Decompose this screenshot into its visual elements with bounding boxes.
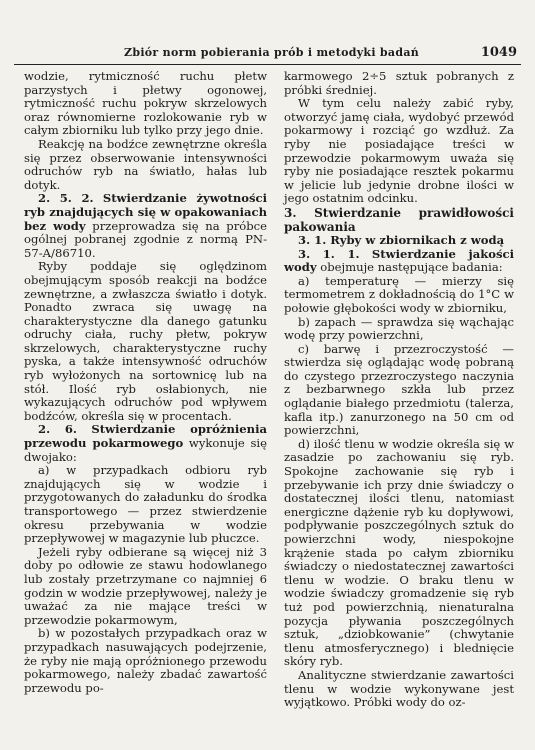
list-item-b: b) w pozostałych przypadkach oraz w przypadkach nasuwających podejrzenie, że ryby nie mają opróżnionego przewodu pokarmowego, należy zbadać zawartość przewodu po- bbox=[24, 626, 267, 695]
running-title: Zbiór norm pobierania prób i metodyki badań bbox=[124, 46, 420, 59]
section-heading: Stwierdzanie opróżnienia przewodu pokarmowego bbox=[24, 422, 268, 451]
list-item-a: a) temperaturę — mierzy się termometrem z dokładnością do 1°C w połowie głębokości wody w zbiorniku, bbox=[284, 273, 514, 315]
paragraph: W tym celu należy zabić ryby, otworzyć jamę ciała, wydobyć przewód pokarmowy i rozciąć go wzdłuż. Za ryby nie posiadające treści w przewodzie pokarmowym uważa się ryby nie posiadające resztek pokarmu w jelicie lub jedynie drobne ilości w jego ostatnim odcinku. bbox=[284, 96, 514, 206]
paragraph: Analityczne stwierdzanie zawartości tlenu w wodzie wykonywane jest wyjątkowo. Próbki wody do oz- bbox=[284, 667, 514, 710]
section-3-1-heading: 3. 1. Ryby w zbiornikach z wodą bbox=[298, 232, 505, 247]
paragraph: Jeżeli ryby odbierane są więcej niż 3 doby po odłowie ze stawu hodowlanego lub zostały przetrzymane co najmniej 6 godzin w wodzie przepływowej, należy je uważać za nie mające treści w przewodzie pokarmowym, bbox=[24, 544, 267, 627]
right-column bbox=[284, 70, 514, 710]
section-text: wykonuje się dwojako: bbox=[24, 436, 268, 464]
paragraph: Reakcję na bodźce zewnętrzne określa się przez obserwowanie intensywności odruchów ryb na światło, hałas lub dotyk. bbox=[24, 136, 267, 192]
section-text: przeprowadza się na próbce ogólnej pobranej zgodnie z normą PN-57-A/86710. bbox=[24, 218, 267, 260]
section-3-1-1 bbox=[284, 248, 514, 275]
left-column bbox=[24, 70, 267, 695]
section-2-5-2 bbox=[24, 192, 267, 260]
section-3-heading: 3. Stwierdzanie prawidłowości pakowania bbox=[284, 205, 514, 234]
section-2-6 bbox=[24, 423, 267, 464]
paragraph: Ryby poddaje się oględzinom obejmującym sposób reakcji na bodźce zewnętrzne, a zwłaszcza światło i dotyk. Ponadto zwraca się uwagę na charakterystyczne dla danego gatunku odruchy ciała, ruchy płetw, pokryw skrzelowych, charakterystyczne ruchy pyska, a także intensywność odruchów ryb wyłożonych na sortownicę lub na stół. Ilość ryb osłabionych, nie wykazujących odruchów pod wpływem bodźców, określa się w procentach. bbox=[24, 259, 267, 423]
section-heading: Stwierdzanie jakości wody bbox=[284, 246, 515, 275]
page-number: 1049 bbox=[480, 45, 517, 60]
paragraph: wodzie, rytmiczność ruchu płetw parzystych i płetwy ogonowej, rytmiczność ruchu pokryw skrzelowych oraz równomierne rozlokowanie ryb w całym zbiorniku lub tylko przy jego dnie. bbox=[24, 69, 267, 138]
page-header bbox=[14, 46, 521, 65]
section-heading: Stwierdzanie żywotności ryb znajdujących się w opakowaniach bez wody bbox=[24, 191, 267, 233]
paragraph: karmowego 2÷5 sztuk pobranych z próbki średniej. bbox=[284, 69, 514, 97]
section-number: 3. 1. 1. bbox=[298, 246, 360, 261]
list-item-b: b) zapach — sprawdza się wąchając wodę przy powierzchni, bbox=[284, 314, 514, 343]
list-item-d: d) ilość tlenu w wodzie określa się w zasadzie po zachowaniu się ryb. Spokojne zachowanie się ryb i przebywanie ich przy dnie świadczy o dostatecznej ilości tlenu, natomiast energiczne dążenie ryb ku dopływowi, podpływanie poszczególnych sztuk do powierzchni wody, niespokojne krążenie stada po całym zbiorniku świadczy o niedostatecznej zawartości tlenu w wodzie. O braku tlenu w wodzie świadczy gromadzenie się ryb tuż pod powierzchnią, nienaturalna pozycja pływania poszczególnych sztuk, „dziobkowanie” (chwytanie tlenu atmosferycznego) i blednięcie skóry ryb. bbox=[284, 436, 514, 669]
section-number: 2. 6. bbox=[38, 422, 77, 437]
section-text: obejmuje następujące badania: bbox=[320, 260, 503, 275]
list-item-c: c) barwę i przezroczystość — stwierdza się oglądając wodę pobraną do czystego przezroczystego naczynia z bezbarwnego szkła lub przez oglądanie białego przedmiotu (talerza, kafla itp.) zanurzonego na 50 cm od powierzchni, bbox=[284, 341, 514, 438]
section-number: 2. 5. 2. bbox=[38, 191, 94, 206]
list-item-a: a) w przypadkach odbioru ryb znajdujących się w wodzie i przygotowanych do załadunku do środka transportowego — przez stwierdzenie okresu przebywania w wodzie przepływowej w magazynie lub płuczce. bbox=[24, 463, 267, 546]
